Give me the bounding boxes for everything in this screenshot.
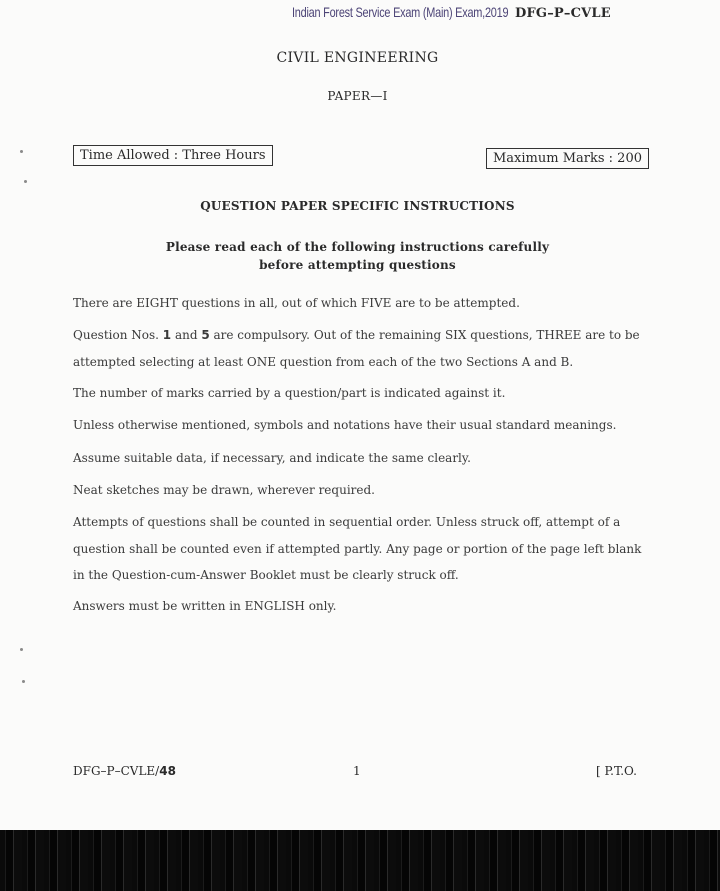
- scan-speck: [22, 680, 25, 683]
- exam-watermark-stamp: Indian Forest Service Exam (Main) Exam,2019: [292, 4, 509, 20]
- instruction-7: Attempts of questions shall be counted in sequential order. Unless struck off, attempt of a question shall be counted even if attempted partly. Any page or portion of the page left blank in the Question-cum-Answer Booklet must be clearly struck off.: [73, 515, 642, 582]
- instruction-2-qnum-1: 1: [162, 328, 172, 342]
- footer-paper-code: [73, 764, 176, 778]
- time-allowed-box: Time Allowed : Three Hours: [73, 145, 273, 166]
- paper-number: PAPER—I: [327, 89, 388, 103]
- scan-speck: [24, 180, 27, 183]
- instruction-2-qnum-5: 5: [201, 328, 210, 342]
- instruction-8: Answers must be written in ENGLISH only.: [73, 599, 337, 613]
- instruction-4: Unless otherwise mentioned, symbols and notations have their usual standard meanings.: [73, 418, 617, 432]
- paper-code-header: DFG–P–CVLE: [515, 6, 611, 21]
- scan-speck: [20, 150, 23, 153]
- maximum-marks-box: Maximum Marks : 200: [486, 148, 649, 169]
- instruction-2-text-b: and: [171, 328, 202, 342]
- subject-title: CIVIL ENGINEERING: [276, 50, 439, 66]
- subheading-line-1: Please read each of the following instructions carefully: [165, 240, 550, 254]
- instructions-subheading: [0, 238, 715, 274]
- instruction-5: Assume suitable data, if necessary, and indicate the same clearly.: [73, 451, 471, 465]
- footer-pto: [ P.T.O.: [596, 764, 637, 778]
- scanner-edge-strip: [0, 830, 720, 891]
- instruction-2: [73, 322, 645, 375]
- instructions-heading: QUESTION PAPER SPECIFIC INSTRUCTIONS: [200, 199, 515, 213]
- instruction-1: There are EIGHT questions in all, out of which FIVE are to be attempted.: [73, 296, 520, 310]
- instruction-2-text-c: are compulsory. Out of the remaining SIX questions, THREE are to be attempted selecting at least ONE question from each of the two Sections A and B.: [73, 328, 640, 369]
- instruction-2-text-a: Question Nos.: [73, 328, 163, 342]
- instruction-6: Neat sketches may be drawn, wherever required.: [73, 483, 375, 497]
- subheading-line-2: before attempting questions: [259, 258, 456, 272]
- footer-page-number: 1: [353, 764, 361, 778]
- scan-speck: [20, 648, 23, 651]
- footer-code-prefix: DFG–P–CVLE/: [73, 764, 160, 778]
- instruction-3: The number of marks carried by a question/part is indicated against it.: [73, 386, 506, 400]
- footer-code-number: 48: [159, 764, 176, 778]
